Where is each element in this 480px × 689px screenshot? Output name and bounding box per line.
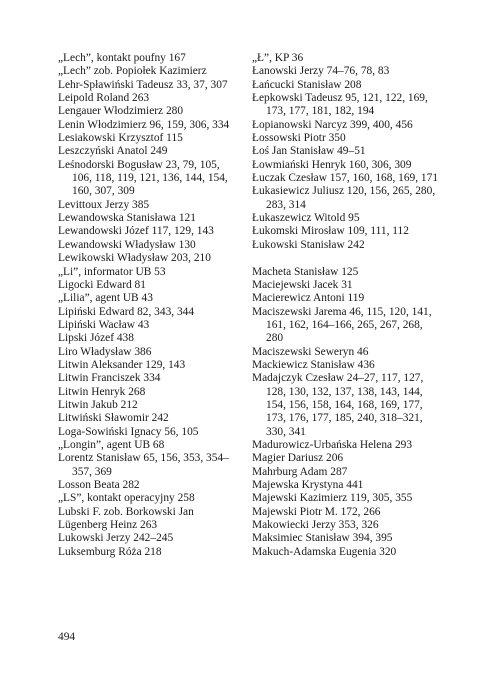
index-entry: Litwin Aleksander 129, 143 bbox=[58, 358, 186, 371]
index-entry: Łukomski Mirosław 109, 111, 112 bbox=[252, 225, 409, 238]
index-entry: Levittoux Jerzy 385 bbox=[58, 198, 150, 211]
index-entry: Łukaszewicz Witold 95 bbox=[252, 212, 360, 225]
index-entry: Lorentz Stanisław 65, 156, 353, 354–357, 369 bbox=[58, 452, 229, 478]
index-column-right bbox=[252, 52, 442, 559]
index-entry: Łukowski Stanisław 242 bbox=[252, 238, 365, 251]
index-entry: Lewikowski Władysław 203, 210 bbox=[58, 252, 211, 265]
index-entry: Lubski F. zob. Borkowski Jan bbox=[58, 505, 194, 518]
index-entry: Lewandowski Józef 117, 129, 143 bbox=[58, 225, 214, 238]
index-entry: Losson Beata 282 bbox=[58, 479, 140, 491]
index-entry: Luksemburg Róża 218 bbox=[58, 545, 162, 558]
index-entry: Lesiakowski Krzysztof 115 bbox=[58, 132, 183, 145]
index-entry: Lipski Józef 438 bbox=[58, 332, 134, 345]
index-entry: Litwin Henryk 268 bbox=[58, 385, 146, 398]
index-entry: Macheta Stanisław 125 bbox=[252, 265, 359, 278]
index-entry: Maksimiec Stanisław 394, 395 bbox=[252, 532, 393, 545]
index-entry: „Li”, informator UB 53 bbox=[58, 265, 166, 278]
index-entry: „Ł”, KP 36 bbox=[252, 52, 304, 64]
index-entry: Łańcucki Stanisław 208 bbox=[252, 78, 362, 91]
page-number: 494 bbox=[58, 631, 76, 643]
index-entry: Lipiński Wacław 43 bbox=[58, 318, 150, 331]
index-entry: Łopianowski Narcyz 399, 400, 456 bbox=[252, 118, 413, 131]
index-entry: Łanowski Jerzy 74–76, 78, 83 bbox=[252, 65, 390, 78]
index-entry: Leśnodorski Bogusław 23, 79, 105, 106, 118, 119, 121, 136, 144, 154, 160, 307, 309 bbox=[58, 158, 228, 198]
index-entry: Łossowski Piotr 350 bbox=[252, 132, 346, 145]
index-entry: Lukowski Jerzy 242–245 bbox=[58, 532, 174, 545]
index-entry: Maciszewski Jarema 46, 115, 120, 141, 161, 162, 164–166, 265, 267, 268, 280 bbox=[252, 305, 432, 345]
index-entry: „Lech” zob. Popiołek Kazimierz bbox=[58, 65, 207, 78]
index-entry: Lipiński Edward 82, 343, 344 bbox=[58, 305, 195, 318]
index-group-m bbox=[252, 266, 442, 560]
index-entry: Litwin Franciszek 334 bbox=[58, 372, 161, 385]
index-entry: Macierewicz Antoni 119 bbox=[252, 292, 365, 305]
index-entry: Majewski Kazimierz 119, 305, 355 bbox=[252, 492, 413, 505]
index-entry: Ligocki Edward 81 bbox=[58, 278, 146, 291]
index-entry: Leipold Roland 263 bbox=[58, 92, 150, 105]
index-entry: Lengauer Włodzimierz 280 bbox=[58, 105, 184, 118]
index-entry: Litwin Jakub 212 bbox=[58, 398, 138, 411]
index-entry: „Lech”, kontakt poufny 167 bbox=[58, 52, 186, 64]
index-entry: Lewandowska Stanisława 121 bbox=[58, 212, 196, 225]
index-entry: Litwiński Sławomir 242 bbox=[58, 412, 169, 425]
index-entry: Łowmiański Henryk 160, 306, 309 bbox=[252, 158, 412, 171]
index-entry: „LS”, kontakt operacyjny 258 bbox=[58, 492, 195, 505]
index-entry: Majewski Piotr M. 172, 266 bbox=[252, 505, 381, 518]
index-entry: Makuch-Adamska Eugenia 320 bbox=[252, 545, 397, 558]
index-entry: Mackiewicz Stanisław 436 bbox=[252, 358, 375, 371]
index-group-l-stroke bbox=[252, 52, 442, 252]
index-entry: Liro Władysław 386 bbox=[58, 345, 152, 358]
index-entry: Loga-Sowiński Ignacy 56, 105 bbox=[58, 425, 199, 438]
index-entry: Mahrburg Adam 287 bbox=[252, 465, 348, 478]
index-entry: „Longin”, agent UB 68 bbox=[58, 438, 165, 451]
index-entry: Lenin Włodzimierz 96, 159, 306, 334 bbox=[58, 118, 230, 131]
index-entry: Leszczyński Anatol 249 bbox=[58, 145, 168, 158]
index-entry: Madurowicz-Urbańska Helena 293 bbox=[252, 438, 413, 451]
index-entry: Makowiecki Jerzy 353, 326 bbox=[252, 519, 379, 532]
index-entry: Łoś Jan Stanisław 49–51 bbox=[252, 145, 366, 158]
index-entry: „Lilia”, agent UB 43 bbox=[58, 292, 153, 305]
index-entry: Lewandowski Władysław 130 bbox=[58, 238, 196, 251]
index-entry: Maciejewski Jacek 31 bbox=[252, 278, 353, 291]
index-column-left bbox=[58, 52, 233, 559]
index-entry: Maciszewski Seweryn 46 bbox=[252, 345, 369, 358]
index-entry: Łukasiewicz Juliusz 120, 156, 265, 280, 283, 314 bbox=[252, 185, 436, 211]
index-entry: Majewska Krystyna 441 bbox=[252, 479, 364, 491]
group-gap bbox=[252, 252, 442, 265]
index-entry: Lügenberg Heinz 263 bbox=[58, 519, 158, 532]
index-entry: Łepkowski Tadeusz 95, 121, 122, 169, 173, 177, 181, 182, 194 bbox=[252, 92, 428, 118]
index-entry: Magier Dariusz 206 bbox=[252, 452, 344, 465]
index-entry: Łuczak Czesław 157, 160, 168, 169, 171 bbox=[252, 172, 439, 185]
index-entry: Lehr-Spławiński Tadeusz 33, 37, 307 bbox=[58, 78, 228, 91]
index-entry: Madajczyk Czesław 24–27, 117, 127, 128, 130, 132, 137, 138, 143, 144, 154, 156, 158, 164, 168, 169, 177, 173, 176, 177, 185, 240, 318–321, 330, 341 bbox=[252, 372, 424, 438]
